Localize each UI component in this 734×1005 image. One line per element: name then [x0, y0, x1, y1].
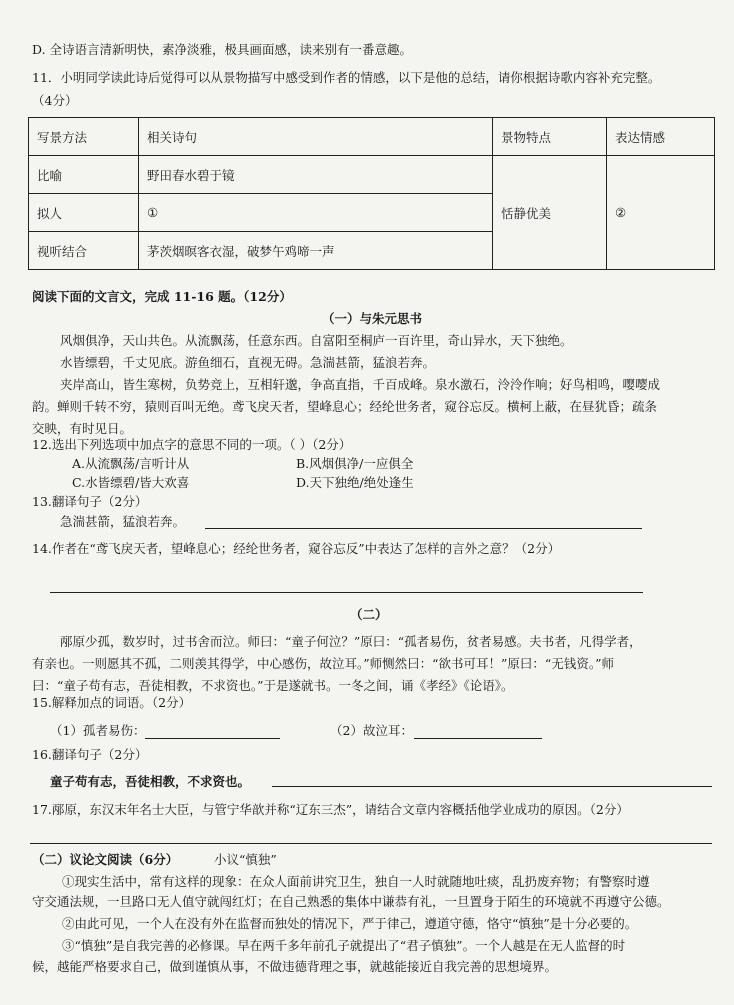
row1-line: 野田春水碧于镜: [139, 156, 493, 194]
q14-stem: 14.作者在“鸢飞戾天者，望峰息心；经纶世务者，窥谷忘反”中表达了怎样的言外之意？（2分）: [32, 541, 561, 556]
q13-answer-line[interactable]: [205, 528, 642, 529]
passage1-line: 韵。蝉则千转不穷，猿则百叫无绝。鸢飞戾天者，望峰息心；经纶世务者，窥谷忘反。横柯上蔽，在昼犹昏；疏条: [32, 399, 658, 414]
passage2-line: 邴原少孤，数岁时，过书舍而泣。师曰：“童子何泣？”原曰：“孤者易伤，贫者易感。夫书者，凡得学者，: [60, 634, 642, 649]
part1-title: （一）与朱元思书: [322, 311, 423, 326]
q15-item1-answer-line[interactable]: [145, 738, 280, 739]
row2-line[interactable]: ①: [139, 194, 493, 232]
argument-paragraph: ②由此可见，一个人在没有外在监督而独处的情况下，严于律己，遵道守德，恪守“慎独”是十分必要的。: [62, 916, 638, 931]
q17-stem: 17.邴原，东汉末年名士大臣，与管宁华歆并称“辽东三杰”，请结合文章内容概括他学业成功的原因。（2分）: [32, 802, 629, 817]
emotion-cell[interactable]: ②: [607, 156, 715, 270]
header-line: 相关诗句: [139, 118, 493, 156]
argument-paragraph: ①现实生活中，常有这样的现象：在众人面前讲究卫生，独自一人时就随地吐痰，乱扔废弃物；有警察时遵: [62, 874, 650, 889]
table-header-row: [29, 118, 715, 156]
header-method: 写景方法: [29, 118, 139, 156]
q11-table: [28, 117, 715, 270]
q16-answer-line[interactable]: [272, 786, 712, 787]
argument-heading: （二）议论文阅读（6分）: [32, 852, 179, 867]
q17-answer-line[interactable]: [30, 843, 712, 844]
passage2-line: 曰：“童子苟有志，吾徒相教，不求资也。”于是遂就书。一冬之间，诵《孝经》《论语》。: [32, 678, 514, 693]
q15-item2-answer-line[interactable]: [414, 738, 542, 739]
header-emotion: 表达情感: [607, 118, 715, 156]
q15-item2: （2）故泣耳：: [330, 723, 413, 738]
row3-line: 茅茨烟暝客衣湿，破梦午鸡啼一声: [139, 232, 493, 270]
q16-sentence: 童子苟有志，吾徒相教，不求资也。: [50, 774, 251, 789]
q13-sentence: 急湍甚箭，猛浪若奔。: [60, 514, 186, 529]
q13-stem: 13.翻译句子（2分）: [32, 494, 148, 509]
q10-option-d: D. 全诗语言清新明快，素净淡雅，极具画面感，读来别有一番意趣。: [32, 42, 413, 57]
argument-title: 小议“慎独”: [214, 852, 277, 867]
q16-stem: 16.翻译句子（2分）: [32, 747, 148, 762]
q15-item1: （1）孤者易伤：: [50, 723, 146, 738]
feature-cell: 恬静优美: [493, 156, 607, 270]
passage1-line: 夹岸高山，皆生寒树，负势竞上，互相轩邈，争高直指，千百成峰。泉水激石，泠泠作响；好鸟相鸣，嘤嘤成: [60, 377, 661, 392]
row1-method: 比喻: [29, 156, 139, 194]
part2-title: （二）: [350, 607, 388, 622]
row2-method: 拟人: [29, 194, 139, 232]
q14-answer-line[interactable]: [50, 592, 643, 593]
q11-stem: 11．小明同学读此诗后觉得可以从景物描写中感受到作者的情感，以下是他的总结，请你根据诗歌内容补充完整。: [32, 70, 661, 85]
q15-stem: 15.解释加点的词语。（2分）: [32, 695, 192, 710]
table-row: [29, 156, 715, 194]
q12-option-b[interactable]: B.风烟俱净/一应俱全: [296, 456, 414, 471]
q11-score: （4分）: [32, 93, 78, 108]
q12-option-d[interactable]: D.天下独绝/绝处逢生: [296, 475, 414, 490]
passage1-line: 交映，有时见日。: [32, 421, 133, 436]
passage1-line: 水皆缥碧，千丈见底。游鱼细石，直视无碍。急湍甚箭，猛浪若奔。: [60, 355, 436, 370]
classical-intro: 阅读下面的文言文，完成 11-16 题。（12分）: [32, 289, 292, 304]
row3-method: 视听结合: [29, 232, 139, 270]
q12-stem: 12.选出下列选项中加点字的意思不同的一项。（ ）（2分）: [32, 437, 352, 452]
argument-paragraph: 守交通法规，一旦路口无人值守就闯红灯；在自己熟悉的集体中谦恭有礼，一旦置身于陌生的环境就不再遵守公德。: [32, 894, 670, 909]
argument-paragraph: 候，越能严格要求自己，做到谨慎从事，不做违德背理之事，就越能接近自我完善的思想境界。: [32, 959, 558, 974]
q12-option-a[interactable]: A.从流飘荡/言听计从: [72, 456, 190, 471]
header-feature: 景物特点: [493, 118, 607, 156]
q12-option-c[interactable]: C.水皆缥碧/皆大欢喜: [72, 475, 190, 490]
passage2-line: 有亲也。一则愿其不孤，二则羡其得学，中心感伤，故泣耳。”师恻然曰：“欲书可耳！”原曰：“无钱资。”师: [32, 656, 614, 671]
passage1-line: 风烟俱净，天山共色。从流飘荡，任意东西。自富阳至桐庐一百许里，奇山异水，天下独绝。: [60, 333, 573, 348]
argument-paragraph: ③“慎独”是自我完善的必修课。早在两千多年前孔子就提出了“君子慎独”。一个人越是在无人监督的时: [62, 938, 626, 953]
